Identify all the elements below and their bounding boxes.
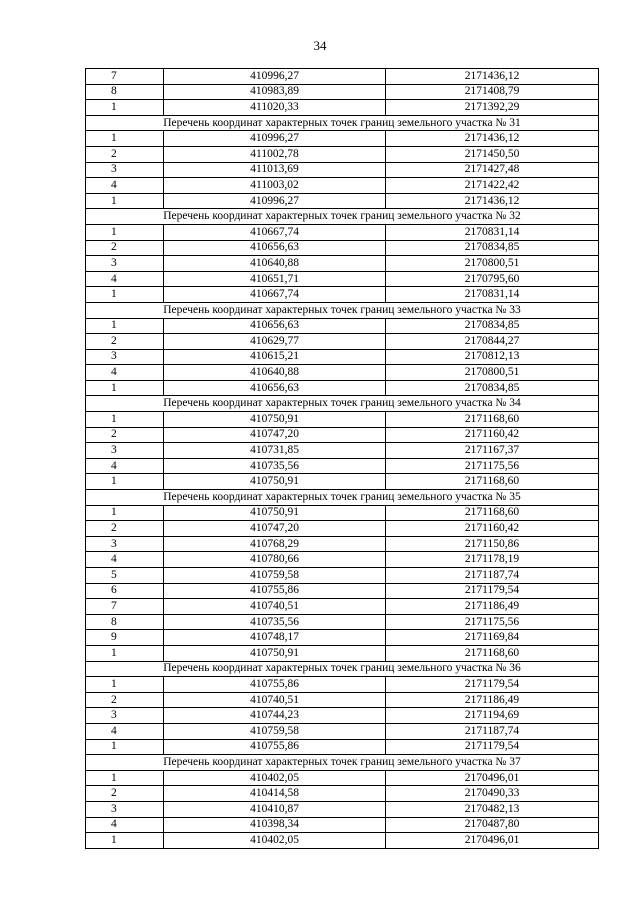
table-row [86,178,599,194]
section-caption: Перечень координат характерных точек границ земельного участка № 37 [86,755,599,771]
y-coordinate-cell: 2170482,13 [386,801,599,817]
y-coordinate-cell: 2171450,50 [386,146,599,162]
table-row [86,100,599,116]
point-number-cell: 1 [86,380,164,396]
table-row [86,536,599,552]
point-number-cell: 9 [86,630,164,646]
point-number-cell: 3 [86,708,164,724]
table-row [86,458,599,474]
x-coordinate-cell: 410402,05 [164,770,386,786]
x-coordinate-cell: 411013,69 [164,162,386,178]
point-number-cell: 3 [86,536,164,552]
point-number-cell: 2 [86,692,164,708]
x-coordinate-cell: 410747,20 [164,521,386,537]
point-number-cell: 2 [86,521,164,537]
table-row [86,692,599,708]
point-number-cell: 1 [86,505,164,521]
x-coordinate-cell: 410656,63 [164,240,386,256]
point-number-cell: 1 [86,224,164,240]
table-row [86,568,599,584]
y-coordinate-cell: 2171150,86 [386,536,599,552]
y-coordinate-cell: 2170834,85 [386,318,599,334]
section-caption: Перечень координат характерных точек границ земельного участка № 35 [86,490,599,506]
table-row [86,256,599,272]
table-row [86,645,599,661]
point-number-cell: 5 [86,568,164,584]
point-number-cell: 1 [86,645,164,661]
section-caption-row [86,209,599,225]
point-number-cell: 1 [86,100,164,116]
point-number-cell: 1 [86,412,164,428]
point-number-cell: 4 [86,723,164,739]
y-coordinate-cell: 2171168,60 [386,474,599,490]
y-coordinate-cell: 2171167,37 [386,443,599,459]
y-coordinate-cell: 2171175,56 [386,458,599,474]
point-number-cell: 2 [86,786,164,802]
table-row [86,334,599,350]
x-coordinate-cell: 410750,91 [164,474,386,490]
y-coordinate-cell: 2171422,42 [386,178,599,194]
point-number-cell: 1 [86,318,164,334]
point-number-cell: 4 [86,271,164,287]
x-coordinate-cell: 410629,77 [164,334,386,350]
y-coordinate-cell: 2171178,19 [386,552,599,568]
point-number-cell: 3 [86,256,164,272]
table-row [86,583,599,599]
table-row [86,162,599,178]
point-number-cell: 8 [86,84,164,100]
y-coordinate-cell: 2171160,42 [386,521,599,537]
point-number-cell: 4 [86,552,164,568]
y-coordinate-cell: 2171436,12 [386,131,599,147]
table-row [86,521,599,537]
y-coordinate-cell: 2170812,13 [386,349,599,365]
x-coordinate-cell: 410750,91 [164,412,386,428]
point-number-cell: 4 [86,365,164,381]
section-caption-row [86,302,599,318]
x-coordinate-cell: 410402,05 [164,833,386,849]
x-coordinate-cell: 410667,74 [164,224,386,240]
y-coordinate-cell: 2171392,29 [386,100,599,116]
point-number-cell: 4 [86,178,164,194]
coordinates-table [85,68,599,849]
x-coordinate-cell: 410750,91 [164,505,386,521]
section-caption-row [86,490,599,506]
x-coordinate-cell: 410731,85 [164,443,386,459]
point-number-cell: 1 [86,770,164,786]
table-row [86,786,599,802]
point-number-cell: 1 [86,193,164,209]
x-coordinate-cell: 410747,20 [164,427,386,443]
x-coordinate-cell: 410740,51 [164,692,386,708]
y-coordinate-cell: 2171186,49 [386,599,599,615]
y-coordinate-cell: 2170496,01 [386,833,599,849]
table-row [86,349,599,365]
x-coordinate-cell: 410398,34 [164,817,386,833]
y-coordinate-cell: 2171179,54 [386,583,599,599]
table-row [86,365,599,381]
point-number-cell: 1 [86,287,164,303]
table-row [86,146,599,162]
table-row [86,723,599,739]
y-coordinate-cell: 2171160,42 [386,427,599,443]
x-coordinate-cell: 410414,58 [164,786,386,802]
x-coordinate-cell: 410759,58 [164,723,386,739]
y-coordinate-cell: 2170831,14 [386,287,599,303]
x-coordinate-cell: 410755,86 [164,677,386,693]
y-coordinate-cell: 2170831,14 [386,224,599,240]
point-number-cell: 4 [86,458,164,474]
point-number-cell: 8 [86,614,164,630]
table-row [86,427,599,443]
y-coordinate-cell: 2171186,49 [386,692,599,708]
table-row [86,193,599,209]
table-row [86,443,599,459]
point-number-cell: 3 [86,349,164,365]
table-row [86,224,599,240]
table-row [86,474,599,490]
table-row [86,599,599,615]
table-row [86,739,599,755]
table-row [86,271,599,287]
x-coordinate-cell: 410996,27 [164,131,386,147]
table-row [86,318,599,334]
x-coordinate-cell: 410740,51 [164,599,386,615]
x-coordinate-cell: 410755,86 [164,583,386,599]
y-coordinate-cell: 2171436,12 [386,193,599,209]
table-row [86,614,599,630]
y-coordinate-cell: 2171168,60 [386,645,599,661]
x-coordinate-cell: 410656,63 [164,318,386,334]
point-number-cell: 1 [86,131,164,147]
table-row [86,833,599,849]
x-coordinate-cell: 411020,33 [164,100,386,116]
x-coordinate-cell: 410615,21 [164,349,386,365]
point-number-cell: 3 [86,162,164,178]
table-row [86,412,599,428]
y-coordinate-cell: 2171175,56 [386,614,599,630]
table-row [86,770,599,786]
point-number-cell: 1 [86,677,164,693]
x-coordinate-cell: 410667,74 [164,287,386,303]
table-row [86,131,599,147]
table-row [86,677,599,693]
table-row [86,69,599,85]
section-caption: Перечень координат характерных точек границ земельного участка № 36 [86,661,599,677]
y-coordinate-cell: 2170800,51 [386,256,599,272]
y-coordinate-cell: 2171194,69 [386,708,599,724]
point-number-cell: 2 [86,240,164,256]
x-coordinate-cell: 410748,17 [164,630,386,646]
section-caption-row [86,755,599,771]
table-row [86,84,599,100]
point-number-cell: 6 [86,583,164,599]
x-coordinate-cell: 410750,91 [164,645,386,661]
section-caption-row [86,115,599,131]
x-coordinate-cell: 410651,71 [164,271,386,287]
x-coordinate-cell: 410735,56 [164,458,386,474]
page-number: 34 [313,38,327,53]
x-coordinate-cell: 410996,27 [164,193,386,209]
point-number-cell: 2 [86,146,164,162]
point-number-cell: 7 [86,599,164,615]
section-caption-row [86,396,599,412]
point-number-cell: 1 [86,833,164,849]
y-coordinate-cell: 2171427,48 [386,162,599,178]
point-number-cell: 4 [86,817,164,833]
coordinates-table-body [86,69,599,849]
x-coordinate-cell: 411002,78 [164,146,386,162]
point-number-cell: 3 [86,443,164,459]
y-coordinate-cell: 2171436,12 [386,69,599,85]
y-coordinate-cell: 2170490,33 [386,786,599,802]
point-number-cell: 2 [86,427,164,443]
y-coordinate-cell: 2170834,85 [386,380,599,396]
section-caption-row [86,661,599,677]
x-coordinate-cell: 410735,56 [164,614,386,630]
y-coordinate-cell: 2170834,85 [386,240,599,256]
y-coordinate-cell: 2170496,01 [386,770,599,786]
table-row [86,801,599,817]
table-row [86,505,599,521]
y-coordinate-cell: 2171179,54 [386,739,599,755]
point-number-cell: 1 [86,739,164,755]
point-number-cell: 2 [86,334,164,350]
point-number-cell: 1 [86,474,164,490]
section-caption: Перечень координат характерных точек границ земельного участка № 34 [86,396,599,412]
section-caption: Перечень координат характерных точек границ земельного участка № 33 [86,302,599,318]
y-coordinate-cell: 2171168,60 [386,412,599,428]
table-row [86,708,599,724]
table-row [86,630,599,646]
x-coordinate-cell: 410996,27 [164,69,386,85]
table-row [86,287,599,303]
y-coordinate-cell: 2171408,79 [386,84,599,100]
y-coordinate-cell: 2171179,54 [386,677,599,693]
x-coordinate-cell: 410768,29 [164,536,386,552]
x-coordinate-cell: 410759,58 [164,568,386,584]
section-caption: Перечень координат характерных точек границ земельного участка № 32 [86,209,599,225]
y-coordinate-cell: 2170844,27 [386,334,599,350]
table-row [86,552,599,568]
section-caption: Перечень координат характерных точек границ земельного участка № 31 [86,115,599,131]
y-coordinate-cell: 2171187,74 [386,568,599,584]
point-number-cell: 7 [86,69,164,85]
x-coordinate-cell: 410640,88 [164,365,386,381]
table-row [86,380,599,396]
x-coordinate-cell: 410744,23 [164,708,386,724]
y-coordinate-cell: 2171187,74 [386,723,599,739]
x-coordinate-cell: 410983,89 [164,84,386,100]
table-row [86,817,599,833]
x-coordinate-cell: 410640,88 [164,256,386,272]
x-coordinate-cell: 410656,63 [164,380,386,396]
y-coordinate-cell: 2170800,51 [386,365,599,381]
y-coordinate-cell: 2171169,84 [386,630,599,646]
y-coordinate-cell: 2170487,80 [386,817,599,833]
point-number-cell: 3 [86,801,164,817]
x-coordinate-cell: 411003,02 [164,178,386,194]
x-coordinate-cell: 410410,87 [164,801,386,817]
y-coordinate-cell: 2170795,60 [386,271,599,287]
y-coordinate-cell: 2171168,60 [386,505,599,521]
x-coordinate-cell: 410755,86 [164,739,386,755]
x-coordinate-cell: 410780,66 [164,552,386,568]
table-row [86,240,599,256]
